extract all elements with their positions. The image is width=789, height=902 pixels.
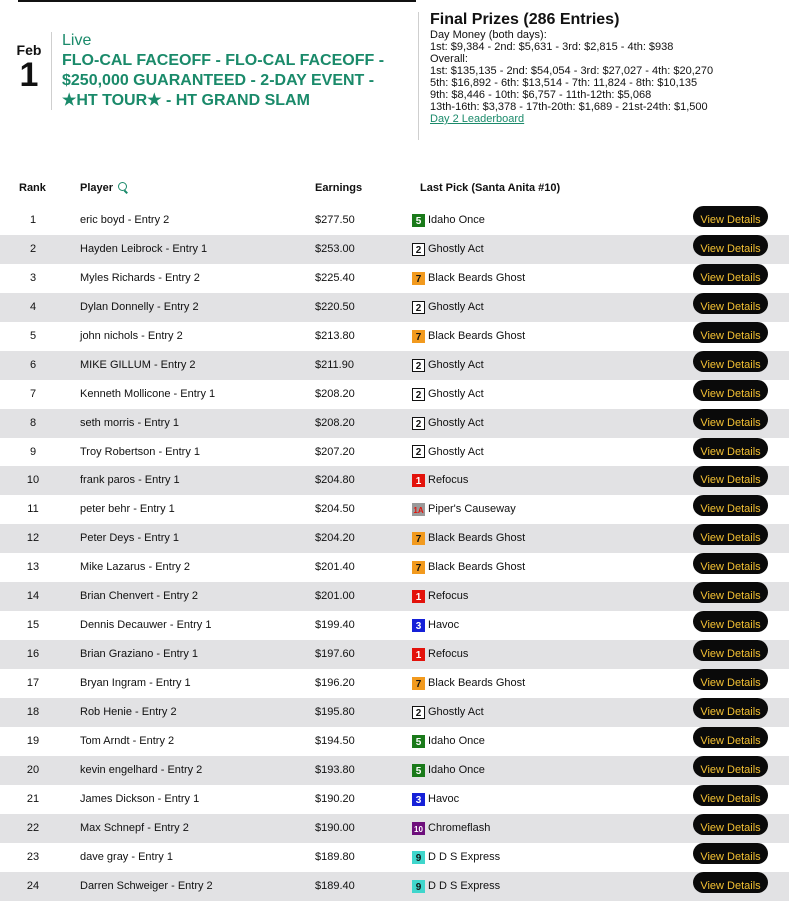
horse-name: Ghostly Act [428, 416, 484, 429]
view-details-button[interactable]: View Details [693, 785, 768, 806]
rank-cell: 9 [29, 445, 37, 458]
rank-cell: 3 [29, 271, 37, 284]
player-cell: Kenneth Mollicone - Entry 1 [80, 387, 216, 400]
player-cell: eric boyd - Entry 2 [80, 214, 170, 226]
last-pick-cell [412, 640, 468, 669]
earnings-cell: $277.50 [315, 214, 355, 226]
horse-name: Idaho Once [428, 734, 485, 747]
saddlecloth-number: 1 [412, 648, 425, 661]
table-row [0, 611, 789, 640]
player-cell: MIKE GILLUM - Entry 2 [80, 358, 196, 371]
view-details-button[interactable]: View Details [693, 524, 768, 545]
table-row [0, 293, 789, 322]
horse-name: D D S Express [428, 850, 501, 863]
rank-cell: 6 [29, 358, 37, 371]
top-divider [18, 0, 416, 2]
rank-cell: 11 [27, 503, 39, 516]
earnings-cell: $194.50 [315, 734, 355, 747]
event-month: Feb [16, 42, 42, 58]
player-cell: Dylan Donnelly - Entry 2 [80, 300, 199, 313]
saddlecloth-number: 5 [412, 764, 425, 777]
earnings-cell: $201.40 [315, 561, 355, 574]
table-row [0, 756, 789, 785]
view-details-button[interactable]: View Details [693, 495, 768, 516]
earnings-cell: $195.80 [315, 705, 355, 718]
last-pick-cell [412, 264, 525, 293]
rank-cell: 19 [26, 734, 40, 747]
saddlecloth-number: 2 [412, 417, 425, 430]
event-title: FLO-CAL FACEOFF - FLO-CAL FACEOFF - $250,000 GUARANTEED - 2-DAY EVENT - ★HT TOUR★ - HT GRAND SLAM [62, 52, 385, 109]
table-row [0, 322, 789, 351]
earnings-cell: $211.90 [315, 358, 354, 371]
saddlecloth-number: 2 [412, 301, 425, 314]
horse-name: Ghostly Act [428, 445, 484, 458]
player-cell: peter behr - Entry 1 [80, 503, 175, 516]
rank-cell: 2 [29, 242, 37, 255]
table-row [0, 380, 789, 409]
last-pick-header: Last Pick (Santa Anita #10) [420, 182, 561, 194]
earnings-cell: $213.80 [315, 329, 355, 342]
horse-name: Refocus [428, 648, 469, 661]
table-header [0, 182, 789, 196]
saddlecloth-number: 3 [412, 619, 425, 632]
last-pick-cell [412, 872, 500, 901]
horse-name: Ghostly Act [428, 358, 484, 371]
last-pick-cell [412, 698, 484, 727]
date-divider [51, 32, 52, 110]
view-details-button[interactable]: View Details [693, 322, 768, 343]
view-details-button[interactable]: View Details [693, 582, 768, 603]
view-details-button[interactable]: View Details [693, 438, 768, 459]
saddlecloth-number: 7 [412, 677, 425, 690]
last-pick-cell [412, 669, 525, 698]
day-money-label: Day Money (both days): [430, 29, 547, 41]
table-row [0, 669, 789, 698]
earnings-cell: $253.00 [315, 242, 355, 255]
table-row [0, 814, 789, 843]
table-row [0, 351, 789, 380]
view-details-button[interactable]: View Details [693, 351, 768, 372]
player-cell: Brian Chenvert - Entry 2 [80, 590, 198, 603]
last-pick-cell [412, 409, 484, 438]
player-cell: Troy Robertson - Entry 1 [80, 445, 201, 458]
player-cell: Dennis Decauwer - Entry 1 [80, 619, 212, 632]
table-row [0, 785, 789, 814]
view-details-button[interactable]: View Details [693, 727, 768, 748]
player-cell: Tom Arndt - Entry 2 [80, 734, 175, 747]
day-money-line: 1st: $9,384 - 2nd: $5,631 - 3rd: $2,815 - 4th: $938 [430, 41, 674, 53]
horse-name: Chromeflash [428, 821, 491, 834]
table-row [0, 438, 789, 467]
rank-cell: 14 [26, 590, 40, 603]
last-pick-cell [412, 206, 485, 235]
view-details-button[interactable]: View Details [693, 553, 768, 574]
rank-cell: 8 [29, 416, 37, 429]
view-details-button[interactable]: View Details [693, 669, 768, 690]
search-icon[interactable] [118, 182, 127, 191]
overall-line: 9th: $8,446 - 10th: $6,757 - 11th-12th: $5,068 [430, 89, 652, 101]
saddlecloth-number: 2 [412, 243, 425, 256]
horse-name: D D S Express [428, 879, 501, 892]
view-details-button[interactable]: View Details [693, 843, 768, 864]
last-pick-cell [412, 495, 516, 524]
horse-name: Refocus [428, 474, 469, 487]
view-details-button[interactable]: View Details [693, 235, 768, 256]
earnings-header: Earnings [315, 182, 363, 194]
earnings-cell: $201.00 [315, 590, 355, 603]
earnings-cell: $189.80 [315, 850, 355, 863]
earnings-cell: $208.20 [315, 387, 355, 400]
view-details-button[interactable]: View Details [693, 756, 768, 777]
saddlecloth-number: 1A [412, 503, 425, 516]
saddlecloth-number: 1 [412, 590, 425, 603]
player-cell: Myles Richards - Entry 2 [80, 271, 200, 284]
saddlecloth-number: 10 [412, 822, 425, 835]
rank-cell: 15 [26, 619, 40, 632]
last-pick-cell [412, 553, 525, 582]
player-cell: Rob Henie - Entry 2 [80, 705, 177, 718]
saddlecloth-number: 2 [412, 388, 425, 401]
saddlecloth-number: 2 [412, 445, 425, 458]
rank-cell: 20 [26, 763, 40, 776]
rank-cell: 5 [29, 329, 37, 342]
rank-cell: 13 [26, 561, 40, 574]
last-pick-cell [412, 380, 484, 409]
earnings-cell: $196.20 [315, 677, 355, 689]
last-pick-cell [412, 785, 459, 814]
view-details-button[interactable]: View Details [693, 264, 768, 285]
rank-cell: 7 [29, 387, 37, 400]
horse-name: Black Beards Ghost [428, 271, 526, 284]
rank-cell: 12 [26, 532, 40, 545]
earnings-cell: $190.20 [315, 792, 355, 805]
saddlecloth-number: 9 [412, 851, 425, 864]
overall-line: 13th-16th: $3,378 - 17th-20th: $1,689 - 21st-24th: $1,500 [430, 101, 708, 113]
view-details-button[interactable]: View Details [693, 640, 768, 661]
saddlecloth-number: 5 [412, 735, 425, 748]
rank-cell: 1 [29, 214, 37, 226]
table-row [0, 495, 789, 524]
player-cell: dave gray - Entry 1 [80, 850, 173, 863]
table-row [0, 698, 789, 727]
player-cell: Max Schnepf - Entry 2 [80, 821, 189, 834]
saddlecloth-number: 3 [412, 793, 425, 806]
last-pick-cell [412, 843, 500, 872]
table-row [0, 206, 789, 235]
rank-cell: 18 [26, 705, 40, 718]
horse-name: Idaho Once [428, 214, 485, 226]
view-details-button[interactable]: View Details [693, 872, 768, 893]
earnings-cell: $207.20 [315, 445, 355, 458]
player-cell: Bryan Ingram - Entry 1 [80, 677, 191, 689]
saddlecloth-number: 7 [412, 532, 425, 545]
saddlecloth-number: 7 [412, 561, 425, 574]
horse-name: Refocus [428, 590, 469, 603]
earnings-cell: $220.50 [315, 300, 355, 313]
table-row [0, 264, 789, 293]
saddlecloth-number: 1 [412, 474, 425, 487]
last-pick-cell [412, 814, 490, 843]
saddlecloth-number: 5 [412, 214, 425, 227]
rank-cell: 16 [26, 648, 40, 661]
table-row [0, 235, 789, 264]
event-status: Live [62, 32, 92, 49]
rank-cell: 22 [26, 821, 40, 834]
view-details-button[interactable]: View Details [693, 409, 768, 430]
table-row [0, 553, 789, 582]
horse-name: Ghostly Act [428, 300, 484, 313]
horse-name: Ghostly Act [428, 705, 484, 718]
horse-name: Black Beards Ghost [428, 532, 526, 545]
view-details-button[interactable]: View Details [693, 611, 768, 632]
rank-cell: 17 [26, 677, 40, 689]
earnings-cell: $208.20 [315, 416, 355, 429]
player-cell: seth morris - Entry 1 [80, 416, 180, 429]
rank-cell: 21 [26, 792, 40, 805]
player-cell: Mike Lazarus - Entry 2 [80, 561, 191, 574]
last-pick-cell [412, 322, 525, 351]
earnings-cell: $190.00 [315, 821, 355, 834]
overall-line: 5th: $16,892 - 6th: $13,514 - 7th: 11,824 - 8th: $10,135 [430, 77, 698, 89]
last-pick-cell [412, 466, 468, 495]
last-pick-cell [412, 727, 485, 756]
view-details-button[interactable]: View Details [693, 293, 768, 314]
player-cell: frank paros - Entry 1 [80, 474, 180, 487]
view-details-button[interactable]: View Details [693, 698, 768, 719]
overall-label: Overall: [430, 53, 468, 65]
event-date [10, 42, 48, 92]
saddlecloth-number: 9 [412, 880, 425, 893]
player-cell: Peter Deys - Entry 1 [80, 532, 180, 545]
saddlecloth-number: 2 [412, 706, 425, 719]
table-row [0, 524, 789, 553]
table-row [0, 843, 789, 872]
table-row [0, 727, 789, 756]
horse-name: Piper's Causeway [428, 503, 516, 516]
earnings-cell: $199.40 [315, 619, 355, 632]
rank-cell: 23 [26, 850, 40, 863]
table-row [0, 409, 789, 438]
last-pick-cell [412, 351, 484, 380]
player-cell: James Dickson - Entry 1 [80, 792, 200, 805]
horse-name: Ghostly Act [428, 242, 484, 255]
player-cell: kevin engelhard - Entry 2 [80, 763, 203, 776]
horse-name: Havoc [428, 619, 460, 632]
last-pick-cell [412, 438, 484, 467]
earnings-cell: $204.50 [315, 503, 355, 516]
horse-name: Havoc [428, 792, 460, 805]
last-pick-cell [412, 582, 468, 611]
earnings-cell: $225.40 [315, 271, 355, 284]
day-2-leaderboard-link[interactable]: Day 2 Leaderboard [430, 113, 525, 125]
prizes-divider [418, 12, 419, 140]
player-header-label: Player [80, 182, 114, 194]
player-cell: Hayden Leibrock - Entry 1 [80, 242, 208, 255]
earnings-cell: $204.20 [315, 532, 355, 545]
saddlecloth-number: 7 [412, 272, 425, 285]
earnings-cell: $204.80 [315, 474, 355, 487]
prizes-panel [430, 10, 785, 125]
rank-cell: 10 [26, 474, 40, 487]
earnings-cell: $197.60 [315, 648, 355, 661]
earnings-cell: $189.40 [315, 879, 355, 892]
saddlecloth-number: 2 [412, 359, 425, 372]
rank-cell: 4 [29, 300, 37, 313]
last-pick-cell [412, 524, 525, 553]
last-pick-cell [412, 235, 484, 264]
table-row [0, 872, 789, 901]
earnings-cell: $193.80 [315, 763, 355, 776]
last-pick-cell [412, 756, 485, 785]
horse-name: Black Beards Ghost [428, 329, 526, 342]
saddlecloth-number: 7 [412, 330, 425, 343]
view-details-button[interactable]: View Details [693, 206, 768, 227]
rank-header: Rank [19, 182, 46, 194]
last-pick-cell [412, 293, 484, 322]
horse-name: Idaho Once [428, 763, 485, 776]
horse-name: Black Beards Ghost [428, 561, 526, 574]
table-row [0, 640, 789, 669]
view-details-button[interactable]: View Details [693, 466, 768, 487]
table-row [0, 466, 789, 495]
prizes-heading: Final Prizes (286 Entries) [430, 11, 620, 28]
player-cell: Darren Schweiger - Entry 2 [80, 879, 213, 892]
event-info [62, 32, 412, 111]
player-cell: john nichols - Entry 2 [80, 329, 183, 342]
view-details-button[interactable]: View Details [693, 814, 768, 835]
leaderboard-table [0, 206, 789, 901]
horse-name: Black Beards Ghost [428, 677, 526, 689]
player-cell: Brian Graziano - Entry 1 [80, 648, 198, 661]
horse-name: Ghostly Act [428, 387, 484, 400]
player-header [80, 182, 127, 194]
last-pick-cell [412, 611, 459, 640]
table-row [0, 582, 789, 611]
overall-line: 1st: $135,135 - 2nd: $54,054 - 3rd: $27,027 - 4th: $20,270 [430, 65, 714, 77]
rank-cell: 24 [26, 879, 40, 892]
event-day: 1 [19, 56, 39, 94]
view-details-button[interactable]: View Details [693, 380, 768, 401]
